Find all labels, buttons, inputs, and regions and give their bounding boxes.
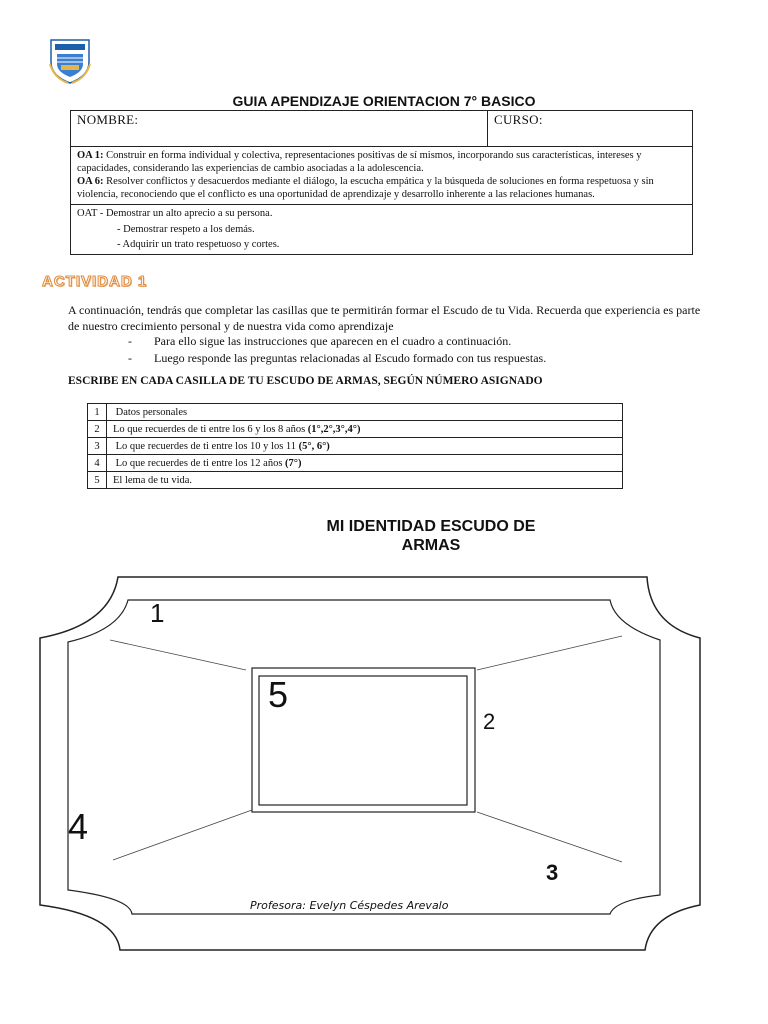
table-row: 2 Lo que recuerdes de ti entre los 6 y los 8 años (1°,2°,3°,4°) [88,421,623,438]
oa1-text: OA 1: Construir en forma individual y colectiva, representaciones positivas de sí mismos, incorporando sus características, intereses y capacidades, considerando las experiencias de cambio asociadas a la adolescencia. [77,150,642,174]
oat-item: - Adquirir un trato respetuoso y cortes. [117,239,280,250]
table-row: 1 Datos personales [88,404,623,421]
nombre-label: NOMBRE: [77,112,139,127]
activity-intro: A continuación, tendrás que completar las casillas que te permitirán formar el Escudo de tu Vida. Recuerda que experiencia es parte de nuestro crecimiento personal y de nuestra vida como aprendizaje [68,303,701,333]
shield-label-3: 3 [546,860,559,885]
table-row: 3 Lo que recuerdes de ti entre los 10 y los 11 (5°, 6°) [88,438,623,455]
shield-label-4: 4 [68,806,89,847]
oa6-text: OA 6: Resolver conflictos y desacuerdos mediante el diálogo, la escucha empática y la búsqueda de soluciones en forma respetuosa y sin violencia, reconociendo que el conflicto es una oportunidad de aprendizaje y desarrollo inherente a las relaciones humanas. [77,176,654,200]
shield-instruction: ESCRIBE EN CADA CASILLA DE TU ESCUDO DE ARMAS, SEGÚN NÚMERO ASIGNADO [68,375,543,387]
oat-item: - Demostrar respeto a los demás. [117,223,255,235]
shield-label-1: 1 [150,598,165,628]
table-row: 4 Lo que recuerdes de ti entre los 12 años (7°) [88,455,623,472]
teacher-credit: Profesora: Evelyn Céspedes Arevalo [250,899,449,912]
curso-label: CURSO: [494,112,543,127]
shield-label-5: 5 [268,674,289,715]
bullet-item: - Luego responde las preguntas relacionadas al Escudo formado con tus respuestas. [128,350,547,365]
shield-label-2: 2 [483,709,496,734]
table-row: 5 El lema de tu vida. [88,472,623,489]
shield-title: MI IDENTIDAD ESCUDO DE ARMAS [326,518,536,554]
activity-heading: ACTIVIDAD 1 [42,273,148,290]
page-title: GUIA APENDIZAJE ORIENTACION 7° BASICO [232,93,536,109]
bullet-item: - Para ello sigue las instrucciones que aparecen en el cuadro a continuación. [128,334,512,348]
oat-line: OAT - Demostrar un alto aprecio a su persona. [77,208,273,219]
